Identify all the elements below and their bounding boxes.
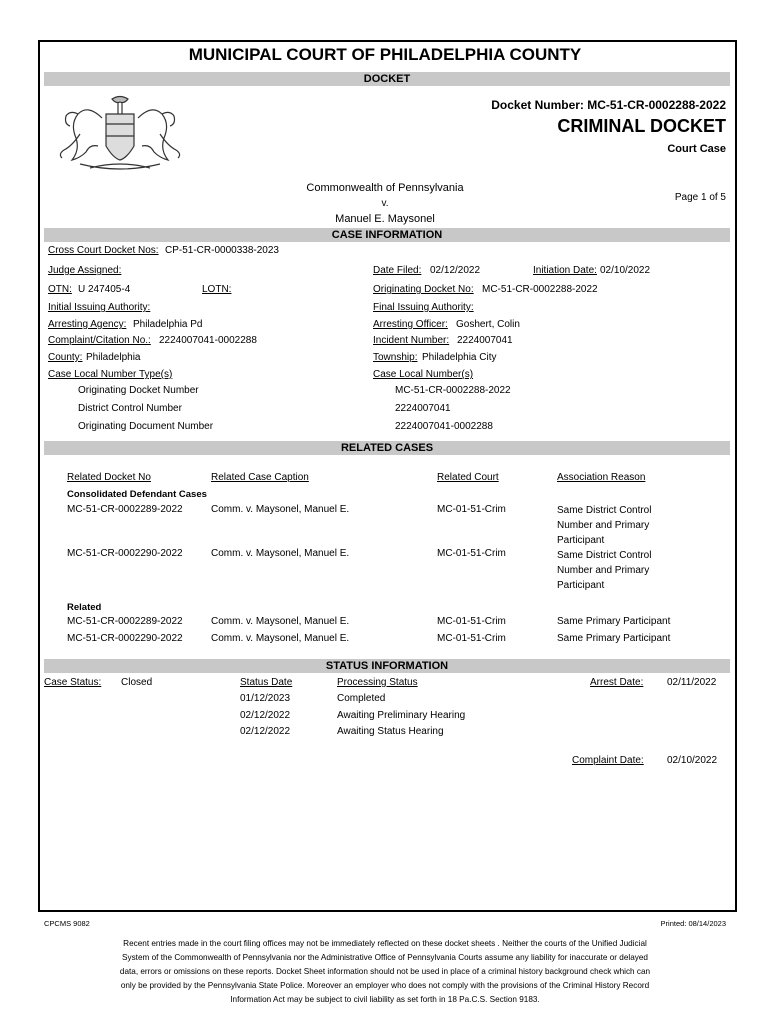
status-date: 02/12/2022	[240, 726, 291, 737]
cross-court-label: Cross Court Docket Nos:	[48, 245, 159, 256]
printed-date: Printed: 08/14/2023	[660, 919, 726, 928]
arrest-date-value: 02/11/2022	[667, 677, 717, 688]
case-status-label: Case Status:	[44, 677, 102, 688]
processing-status: Completed	[337, 693, 386, 704]
otn-label: OTN:	[48, 284, 72, 295]
county-value: Philadelphia	[86, 352, 141, 363]
related-group-label: Related	[67, 602, 102, 613]
page-indicator: Page 1 of 5	[674, 192, 726, 203]
caption-line1: Commonwealth of Pennsylvania	[306, 182, 464, 194]
processing-status: Awaiting Status Hearing	[337, 726, 444, 737]
judge-label: Judge Assigned:	[48, 265, 122, 276]
lotn-label: LOTN:	[202, 284, 232, 295]
local-type-row: Originating Document Number	[78, 421, 214, 432]
initiation-value: 02/10/2022	[600, 265, 651, 276]
association-reason: Number and Primary	[557, 520, 650, 531]
local-type-row: Originating Docket Number	[78, 385, 199, 396]
related-docket: MC-51-CR-0002289-2022	[67, 504, 183, 515]
disclaimer-line: Recent entries made in the court filing offices may not be immediately reflected on these docket sheets . Neither the courts of the Unified Judicial	[123, 939, 647, 948]
case-information-bar: CASE INFORMATION	[44, 228, 730, 242]
arresting-officer-value: Goshert, Colin	[456, 319, 520, 330]
caption-line3: Manuel E. Maysonel	[335, 213, 435, 225]
related-caption: Comm. v. Maysonel, Manuel E.	[211, 504, 350, 515]
related-caption: Comm. v. Maysonel, Manuel E.	[211, 548, 350, 559]
related-cases-bar: RELATED CASES	[44, 441, 730, 455]
local-type-row: District Control Number	[78, 403, 182, 414]
local-number-row: MC-51-CR-0002288-2022	[395, 385, 511, 396]
pennsylvania-seal-icon	[50, 94, 190, 176]
township-label: Township:	[373, 352, 418, 363]
association-reason: Same Primary Participant	[557, 616, 671, 627]
arresting-officer-label: Arresting Officer:	[373, 319, 448, 330]
caption-line2: v.	[381, 198, 389, 209]
court-title: MUNICIPAL COURT OF PHILADELPHIA COUNTY	[188, 45, 582, 64]
association-reason: Number and Primary	[557, 565, 650, 576]
orig-docket-value: MC-51-CR-0002288-2022	[482, 284, 598, 295]
arresting-agency-value: Philadelphia Pd	[133, 319, 203, 330]
complaint-date-value: 02/10/2022	[667, 755, 718, 766]
disclaimer	[80, 937, 690, 1007]
related-court: MC-01-51-Crim	[437, 633, 506, 644]
incident-label: Incident Number:	[373, 335, 450, 346]
cross-court-value: CP-51-CR-0000338-2023	[165, 245, 279, 256]
related-court-header: Related Court	[437, 472, 499, 483]
related-docket-header: Related Docket No	[67, 472, 151, 483]
association-reason: Participant	[557, 535, 605, 546]
case-status-value: Closed	[121, 677, 153, 688]
docket-bar: DOCKET	[44, 72, 730, 86]
related-caption: Comm. v. Maysonel, Manuel E.	[211, 616, 350, 627]
incident-value: 2224007041	[457, 335, 513, 346]
initiation-label: Initiation Date:	[533, 265, 597, 276]
association-reason: Same District Control	[557, 550, 652, 561]
consolidated-group-label: Consolidated Defendant Cases	[67, 489, 207, 500]
related-docket: MC-51-CR-0002290-2022	[67, 548, 183, 559]
local-number-row: 2224007041	[395, 403, 451, 414]
status-date: 01/12/2023	[240, 693, 291, 704]
local-number-row: 2224007041-0002288	[395, 421, 493, 432]
local-type-label: Case Local Number Type(s)	[48, 369, 173, 380]
disclaimer-line: only be provided by the Pennsylvania State Police. Moreover an employer who does not comply with the provisions of the Criminal History Record	[120, 981, 650, 990]
township-value: Philadelphia City	[422, 352, 497, 363]
related-caption: Comm. v. Maysonel, Manuel E.	[211, 633, 350, 644]
related-docket: MC-51-CR-0002290-2022	[67, 633, 183, 644]
related-caption-header: Related Case Caption	[211, 472, 309, 483]
disclaimer-line: data, errors or omissions on these reports. Docket Sheet information should not be used in place of a criminal history background check which can	[119, 967, 651, 976]
complaint-date-label: Complaint Date:	[572, 755, 644, 766]
date-filed-label: Date Filed:	[373, 265, 422, 276]
arrest-date-label: Arrest Date:	[590, 677, 644, 688]
date-filed-value: 02/12/2022	[430, 265, 481, 276]
otn-value: U 247405-4	[78, 284, 131, 295]
related-court: MC-01-51-Crim	[437, 504, 506, 515]
status-date: 02/12/2022	[240, 710, 291, 721]
related-court: MC-01-51-Crim	[437, 548, 506, 559]
status-information-bar: STATUS INFORMATION	[44, 659, 730, 673]
final-issuing-label: Final Issuing Authority:	[373, 302, 474, 313]
local-number-label: Case Local Number(s)	[373, 369, 474, 380]
disclaimer-line: Information Act may be subject to civil liability as set forth in 18 Pa.C.S. Section 9183.	[230, 995, 540, 1004]
docket-number: Docket Number: MC-51-CR-0002288-2022	[491, 98, 726, 112]
association-reason: Participant	[557, 580, 605, 591]
related-docket: MC-51-CR-0002289-2022	[67, 616, 183, 627]
county-label: County:	[48, 352, 83, 363]
initial-issuing-label: Initial Issuing Authority:	[48, 302, 151, 313]
association-reason: Same District Control	[557, 505, 652, 516]
complaint-value: 2224007041-0002288	[159, 335, 257, 346]
association-reason-header: Association Reason	[557, 472, 646, 483]
court-case-label: Court Case	[667, 143, 726, 155]
status-date-header: Status Date	[240, 677, 293, 688]
processing-status-header: Processing Status	[337, 677, 418, 688]
association-reason: Same Primary Participant	[557, 633, 671, 644]
orig-docket-label: Originating Docket No:	[373, 284, 474, 295]
form-code: CPCMS 9082	[44, 919, 90, 928]
related-court: MC-01-51-Crim	[437, 616, 506, 627]
complaint-label: Complaint/Citation No.:	[48, 335, 151, 346]
docket-type: CRIMINAL DOCKET	[557, 116, 726, 136]
processing-status: Awaiting Preliminary Hearing	[337, 710, 466, 721]
disclaimer-line: System of the Commonwealth of Pennsylvania nor the Administrative Office of Pennsylvania Courts assume any liability for inaccurate or delayed	[122, 953, 648, 962]
arresting-agency-label: Arresting Agency:	[48, 319, 127, 330]
